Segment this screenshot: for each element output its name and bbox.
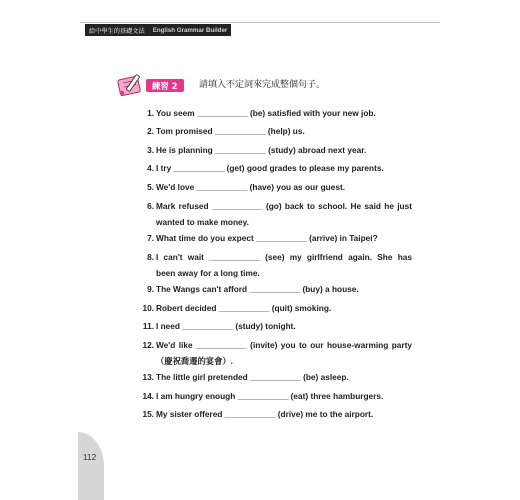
question-number: 3. — [147, 145, 154, 155]
question-number: 15. — [142, 409, 154, 419]
book-title-zh: 給中學生的基礎文法 — [89, 27, 145, 35]
question-5 — [134, 179, 412, 195]
question-text: Robert decided ___________ (quit) smoking. — [156, 303, 332, 313]
pencil-notepad-icon — [116, 72, 146, 98]
question-text: The little girl pretended ___________ (be) asleep. — [156, 372, 349, 382]
question-13 — [134, 369, 412, 385]
question-number: 1. — [147, 108, 154, 118]
question-text: I need ___________ (study) tonight. — [156, 321, 296, 331]
question-text-line-2: （慶祝喬遷的宴會）. — [156, 356, 233, 366]
question-8 — [134, 249, 412, 281]
question-7 — [134, 230, 412, 246]
question-3 — [134, 142, 412, 158]
question-text-line-2: wanted to make money. — [156, 217, 249, 227]
question-text: Tom promised ___________ (help) us. — [156, 126, 305, 136]
page-number: 112 — [83, 452, 97, 462]
question-text-line-1: I can't wait ___________ (see) my girlfriend again. She has — [156, 252, 412, 262]
question-number: 9. — [147, 284, 154, 294]
question-number: 8. — [147, 252, 154, 262]
question-number: 4. — [147, 163, 154, 173]
question-1 — [134, 105, 412, 121]
question-text: We'd love ___________ (have) you as our guest. — [156, 182, 346, 192]
question-15 — [134, 406, 412, 422]
question-number: 11. — [142, 321, 154, 331]
question-10 — [134, 300, 412, 316]
exercise-instruction: 請填入不定詞來完成整個句子。 — [199, 80, 326, 90]
question-text: The Wangs can't afford ___________ (buy) a house. — [156, 284, 359, 294]
question-number: 14. — [142, 391, 154, 401]
question-number: 7. — [147, 233, 154, 243]
question-number: 10. — [142, 303, 154, 313]
exercise-badge: 練習 2 — [146, 79, 184, 92]
question-text: I am hungry enough ___________ (eat) three hamburgers. — [156, 391, 384, 401]
question-4 — [134, 160, 412, 176]
question-14 — [134, 388, 412, 404]
header-rule — [80, 22, 440, 23]
question-text-line-1: We'd like ___________ (invite) you to our house-warming party — [156, 340, 412, 350]
question-number: 13. — [142, 372, 154, 382]
question-text-line-2: been away for a long time. — [156, 268, 260, 278]
book-title-en: English Grammar Builder — [152, 26, 228, 34]
question-number: 5. — [147, 182, 154, 192]
question-2 — [134, 123, 412, 139]
page-number-tab — [78, 432, 104, 500]
question-6 — [134, 198, 412, 230]
question-number: 12. — [142, 340, 154, 350]
running-header — [85, 24, 231, 36]
question-text: I try ___________ (get) good grades to please my parents. — [156, 163, 384, 173]
question-text: What time do you expect ___________ (arrive) in Taipei? — [156, 233, 378, 243]
question-number: 6. — [147, 201, 154, 211]
question-12 — [134, 337, 412, 369]
question-text-line-1: Mark refused ___________ (go) back to school. He said he just — [156, 201, 412, 211]
question-text: You seem ___________ (be) satisfied with your new job. — [156, 108, 376, 118]
question-number: 2. — [147, 126, 154, 136]
question-text: My sister offered ___________ (drive) me to the airport. — [156, 409, 374, 419]
question-9 — [134, 281, 412, 297]
question-11 — [134, 318, 412, 334]
question-text: He is planning ___________ (study) abroad next year. — [156, 145, 367, 155]
